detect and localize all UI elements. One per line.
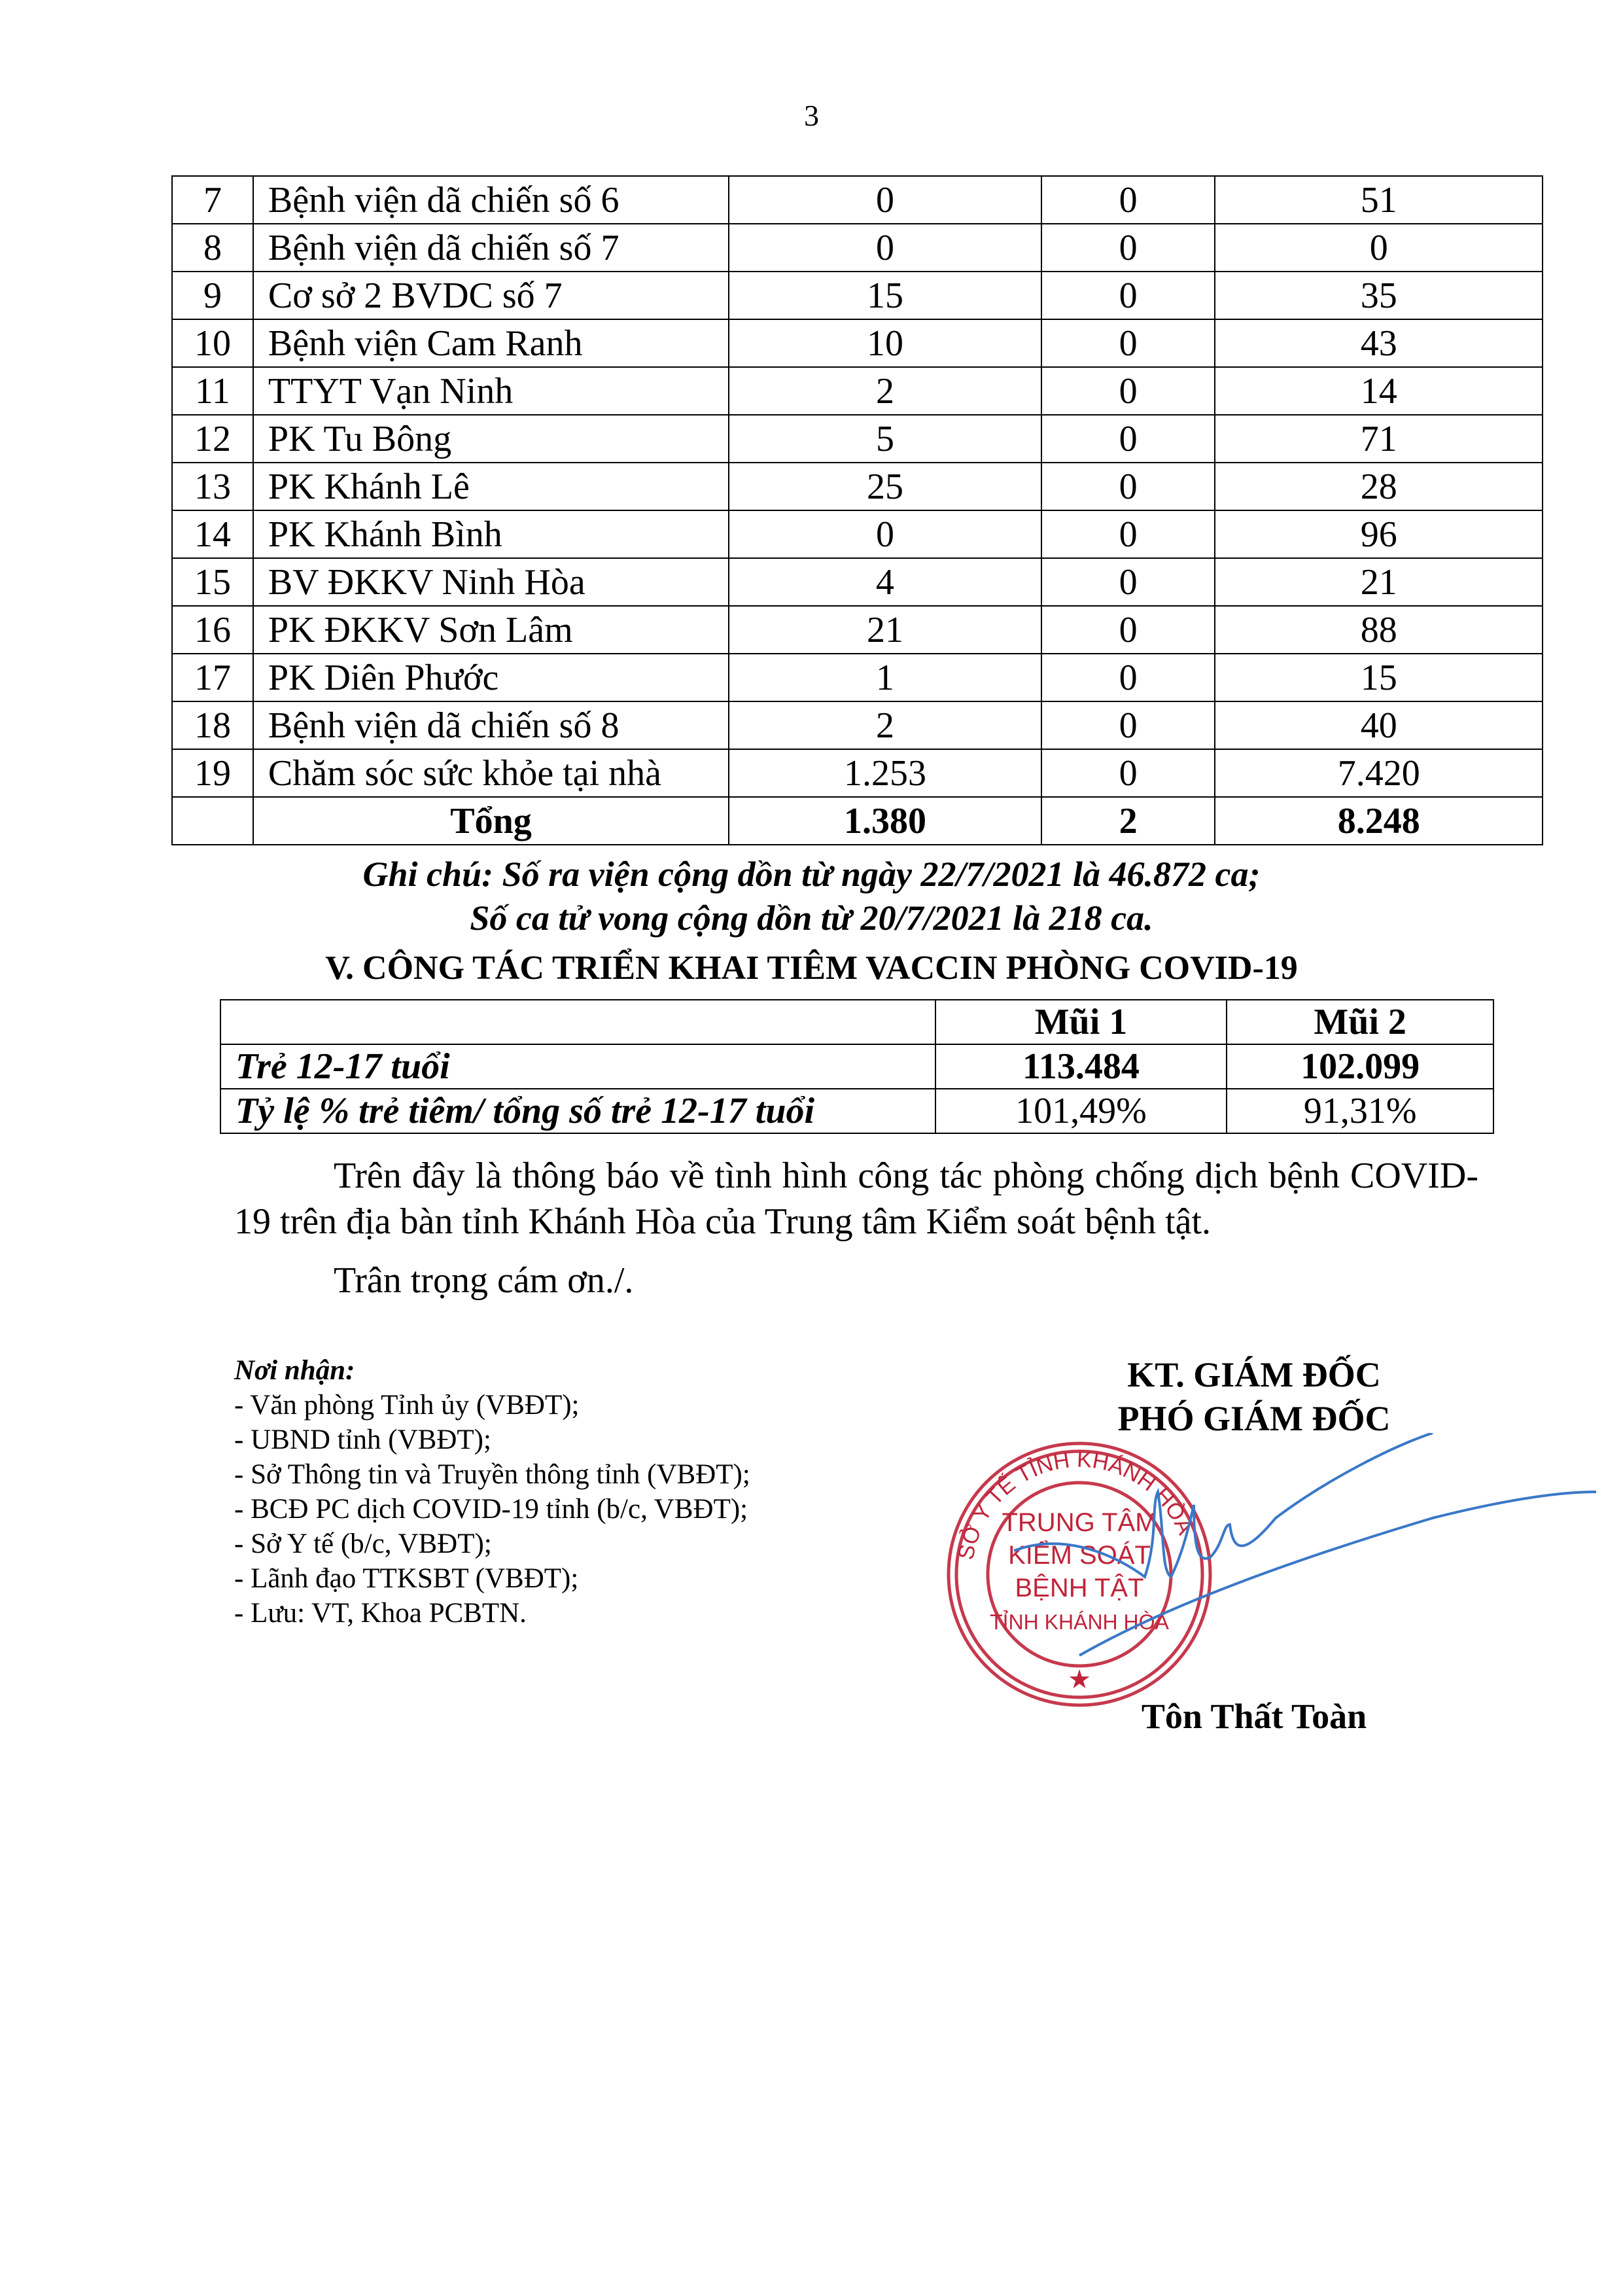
row-index: 17 xyxy=(172,654,253,701)
row-index: 7 xyxy=(172,176,253,224)
table-row xyxy=(172,463,1543,510)
value-col-1: 0 xyxy=(729,510,1041,558)
row-index: 9 xyxy=(172,272,253,319)
value-col-3: 35 xyxy=(1215,272,1543,319)
value-col-3: 43 xyxy=(1215,319,1543,367)
table-row xyxy=(172,415,1543,463)
value-col-3: 15 xyxy=(1215,654,1543,701)
table-header-row xyxy=(220,1000,1493,1044)
value-col-1: 1.253 xyxy=(729,749,1041,797)
row-index xyxy=(172,797,253,845)
value-col-3: 7.420 xyxy=(1215,749,1543,797)
row-index: 13 xyxy=(172,463,253,510)
row-index: 12 xyxy=(172,415,253,463)
value-col-2: 0 xyxy=(1041,606,1215,654)
signer-name: Tôn Thất Toàn xyxy=(1141,1697,1367,1736)
header-dose-2: Mũi 2 xyxy=(1227,1000,1493,1044)
value-col-3: 14 xyxy=(1215,367,1543,415)
table-row xyxy=(172,654,1543,701)
table-row xyxy=(172,510,1543,558)
svg-text:TRUNG TÂM: TRUNG TÂM xyxy=(1002,1508,1157,1537)
value-col-2: 0 xyxy=(1041,510,1215,558)
vaccination-table xyxy=(220,999,1494,1134)
dose-1-rate: 101,49% xyxy=(935,1089,1227,1133)
facility-name: BV ĐKKV Ninh Hòa xyxy=(253,558,729,606)
recipient-item: - Sở Thông tin và Truyền thông tỉnh (VBĐT); xyxy=(234,1459,750,1490)
svg-text:BỆNH TẬT: BỆNH TẬT xyxy=(1015,1574,1144,1602)
value-col-2: 0 xyxy=(1041,415,1215,463)
value-col-1: 2 xyxy=(729,701,1041,749)
table-row xyxy=(172,224,1543,272)
value-col-3: 88 xyxy=(1215,606,1543,654)
dose-2-value: 102.099 xyxy=(1227,1044,1493,1089)
closing-thanks: Trân trọng cám ơn./. xyxy=(334,1260,634,1301)
signature-subtitle: PHÓ GIÁM ĐỐC xyxy=(1117,1399,1391,1438)
recipient-item: - Sở Y tế (b/c, VBĐT); xyxy=(234,1528,492,1559)
recipient-item: - Lưu: VT, Khoa PCBTN. xyxy=(234,1598,527,1629)
table-row xyxy=(172,606,1543,654)
stamp-and-signature xyxy=(935,1433,1609,1714)
value-col-3: 71 xyxy=(1215,415,1543,463)
table-row xyxy=(172,558,1543,606)
facility-name: PK ĐKKV Sơn Lâm xyxy=(253,606,729,654)
recipient-item: - Văn phòng Tỉnh ủy (VBĐT); xyxy=(234,1390,580,1421)
row-label: Tỷ lệ % trẻ tiêm/ tổng số trẻ 12-17 tuổi xyxy=(220,1089,935,1133)
value-col-1: 10 xyxy=(729,319,1041,367)
value-col-2: 0 xyxy=(1041,463,1215,510)
facility-name: Bệnh viện dã chiến số 8 xyxy=(253,701,729,749)
facility-name: TTYT Vạn Ninh xyxy=(253,367,729,415)
row-label: Trẻ 12-17 tuổi xyxy=(220,1044,935,1089)
value-col-3: 28 xyxy=(1215,463,1543,510)
row-index: 11 xyxy=(172,367,253,415)
total-row xyxy=(172,797,1543,845)
row-index: 19 xyxy=(172,749,253,797)
row-index: 18 xyxy=(172,701,253,749)
recipients-title: Nơi nhận: xyxy=(234,1355,355,1386)
value-col-1: 21 xyxy=(729,606,1041,654)
section-heading: V. CÔNG TÁC TRIỂN KHAI TIÊM VACCIN PHÒNG COVID-19 xyxy=(325,949,1298,987)
table-row xyxy=(220,1044,1493,1089)
value-col-3: 51 xyxy=(1215,176,1543,224)
value-col-3: 40 xyxy=(1215,701,1543,749)
facility-name: Bệnh viện Cam Ranh xyxy=(253,319,729,367)
value-col-2: 2 xyxy=(1041,797,1215,845)
value-col-2: 0 xyxy=(1041,749,1215,797)
svg-text:TỈNH KHÁNH HÒA: TỈNH KHÁNH HÒA xyxy=(990,1610,1169,1634)
recipient-item: - Lãnh đạo TTKSBT (VBĐT); xyxy=(234,1563,579,1594)
value-col-1: 2 xyxy=(729,367,1041,415)
dose-2-rate: 91,31% xyxy=(1227,1089,1493,1133)
row-index: 10 xyxy=(172,319,253,367)
stamp-ring-text: SỞ Y TẾ TỈNH KHÁNH HÒA xyxy=(953,1447,1198,1562)
signature-title: KT. GIÁM ĐỐC xyxy=(1127,1355,1381,1394)
row-index: 8 xyxy=(172,224,253,272)
value-col-3: 96 xyxy=(1215,510,1543,558)
value-col-1: 0 xyxy=(729,176,1041,224)
value-col-2: 0 xyxy=(1041,367,1215,415)
facility-name: PK Khánh Bình xyxy=(253,510,729,558)
value-col-2: 0 xyxy=(1041,224,1215,272)
facility-name: Tổng xyxy=(253,797,729,845)
value-col-1: 1 xyxy=(729,654,1041,701)
row-index: 16 xyxy=(172,606,253,654)
facility-name: Chăm sóc sức khỏe tại nhà xyxy=(253,749,729,797)
recipient-item: - BCĐ PC dịch COVID-19 tỉnh (b/c, VBĐT); xyxy=(234,1494,748,1525)
value-col-2: 0 xyxy=(1041,176,1215,224)
value-col-2: 0 xyxy=(1041,654,1215,701)
facility-name: PK Khánh Lê xyxy=(253,463,729,510)
recipients-list xyxy=(234,1388,750,1631)
treatment-table xyxy=(171,175,1543,845)
value-col-1: 4 xyxy=(729,558,1041,606)
table-row xyxy=(220,1089,1493,1133)
value-col-1: 0 xyxy=(729,224,1041,272)
value-col-1: 25 xyxy=(729,463,1041,510)
value-col-3: 8.248 xyxy=(1215,797,1543,845)
table-row xyxy=(172,272,1543,319)
table-row xyxy=(172,701,1543,749)
dose-1-value: 113.484 xyxy=(935,1044,1227,1089)
header-blank xyxy=(220,1000,935,1044)
table-row xyxy=(172,749,1543,797)
row-index: 14 xyxy=(172,510,253,558)
closing-paragraph: Trên đây là thông báo về tình hình công tác phòng chống dịch bệnh COVID-19 trên địa bàn tỉnh Khánh Hòa của Trung tâm Kiểm soát bệnh tật. xyxy=(234,1156,1478,1242)
value-col-2: 0 xyxy=(1041,701,1215,749)
header-dose-1: Mũi 1 xyxy=(935,1000,1227,1044)
value-col-1: 5 xyxy=(729,415,1041,463)
table-row xyxy=(172,367,1543,415)
svg-text:KIỂM SOÁT: KIỂM SOÁT xyxy=(1008,1541,1151,1570)
value-col-1: 15 xyxy=(729,272,1041,319)
table-row xyxy=(172,319,1543,367)
facility-name: Bệnh viện dã chiến số 6 xyxy=(253,176,729,224)
svg-text:★: ★ xyxy=(1068,1665,1091,1694)
note-line-2: Số ca tử vong cộng dồn từ 20/7/2021 là 218 ca. xyxy=(470,898,1153,938)
table-row xyxy=(172,176,1543,224)
recipient-item: - UBND tỉnh (VBĐT); xyxy=(234,1424,491,1455)
value-col-3: 21 xyxy=(1215,558,1543,606)
facility-name: PK Diên Phước xyxy=(253,654,729,701)
value-col-1: 1.380 xyxy=(729,797,1041,845)
facility-name: PK Tu Bông xyxy=(253,415,729,463)
value-col-2: 0 xyxy=(1041,272,1215,319)
facility-name: Bệnh viện dã chiến số 7 xyxy=(253,224,729,272)
value-col-2: 0 xyxy=(1041,558,1215,606)
stamp-center-text xyxy=(990,1508,1169,1694)
page-number: 3 xyxy=(804,99,819,132)
facility-name: Cơ sở 2 BVDC số 7 xyxy=(253,272,729,319)
note-line-1: Ghi chú: Số ra viện cộng dồn từ ngày 22/7/2021 là 46.872 ca; xyxy=(362,855,1261,894)
value-col-2: 0 xyxy=(1041,319,1215,367)
value-col-3: 0 xyxy=(1215,224,1543,272)
row-index: 15 xyxy=(172,558,253,606)
